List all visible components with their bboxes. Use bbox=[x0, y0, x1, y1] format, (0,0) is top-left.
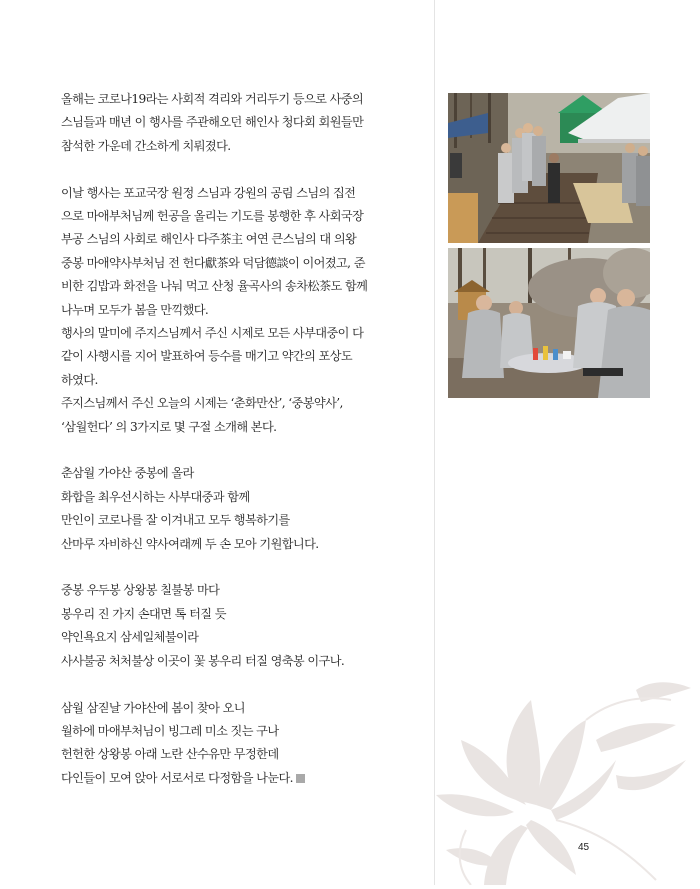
text-line: 비한 김밥과 화전을 나눠 먹고 산청 율곡사의 송차松茶도 함께 bbox=[61, 279, 368, 294]
text-line: 참석한 가운데 간소하게 치뤄졌다. bbox=[61, 138, 231, 153]
page-number: 45 bbox=[578, 842, 590, 853]
text-line: 이날 행사는 포교국장 원정 스님과 강원의 공림 스님의 집전 bbox=[61, 185, 356, 200]
poem-line: 화합을 최우선시하는 사부대중과 함께 bbox=[61, 489, 250, 504]
monks-picnic-photo bbox=[448, 248, 650, 398]
text-line: 부공 스님의 사회로 해인사 다주茶主 여연 큰스님의 대 의왕 bbox=[61, 232, 357, 247]
poem-stanza bbox=[61, 579, 396, 673]
poem-line: 삼월 삼짇날 가야산에 봄이 찾아 오니 bbox=[61, 700, 245, 715]
text-line: 중봉 마애약사부처님 전 헌다獻茶와 덕담德談이 이어졌고, 준 bbox=[61, 255, 365, 270]
article-paragraph bbox=[61, 182, 396, 439]
poem-line: 춘삼월 가야산 중봉에 올라 bbox=[61, 466, 194, 481]
poem-line: 만인이 코로나를 잘 이겨내고 모두 행복하기를 bbox=[61, 513, 290, 528]
end-mark-icon bbox=[296, 774, 305, 783]
text-line: 행사의 말미에 주지스님께서 주신 시제로 모든 사부대중이 다 bbox=[61, 326, 364, 341]
poem-line: 산마루 자비하신 약사여래께 두 손 모아 기원합니다. bbox=[61, 536, 319, 551]
text-line: 하였다. bbox=[61, 372, 98, 387]
poem-line bbox=[61, 767, 396, 790]
monks-ceremony-photo bbox=[448, 93, 650, 243]
lotus-ornament bbox=[436, 680, 700, 885]
text-line: 스님들과 매년 이 행사를 주관해오던 해인사 청다회 회원들만 bbox=[61, 115, 364, 130]
article-paragraph bbox=[61, 88, 396, 158]
column-divider bbox=[434, 0, 435, 885]
poem-line: 헌헌한 상왕봉 아래 노란 산수유만 무정한데 bbox=[61, 747, 279, 762]
text-line: 올해는 코로나19라는 사회적 격리와 거리두기 등으로 사중의 bbox=[61, 92, 364, 106]
poem-line: 사사불공 처처불상 이곳이 꽃 봉우리 터질 영축봉 이구나. bbox=[61, 653, 345, 668]
text-line: 나누며 모두가 봄을 만끽했다. bbox=[61, 302, 209, 317]
poem-line: 약인욕요지 삼세일체불이라 bbox=[61, 630, 199, 645]
poem-stanza bbox=[61, 462, 396, 556]
poem-line: 월하에 마애부처님이 빙그레 미소 짓는 구나 bbox=[61, 723, 279, 738]
article-body bbox=[61, 88, 396, 790]
text-line: 으로 마애부처님께 헌공을 올리는 기도를 봉행한 후 사회국장 bbox=[61, 209, 364, 224]
text-line: 같이 사행시를 지어 발표하여 등수를 매기고 약간의 포상도 bbox=[61, 349, 353, 364]
poem-stanza bbox=[61, 697, 396, 791]
text-line: 주지스님께서 주신 오늘의 시제는 ‘춘화만산’, ‘중봉약사’, bbox=[61, 396, 343, 411]
poem-line: 봉우리 진 가지 손대면 톡 터질 듯 bbox=[61, 606, 226, 621]
poem-line-text: 다인들이 모여 앉아 서로서로 다정함을 나눈다. bbox=[61, 770, 293, 785]
text-line: ‘삼월헌다’ 의 3가지로 몇 구절 소개해 본다. bbox=[61, 419, 277, 434]
poem-line: 중봉 우두봉 상왕봉 칠불봉 마다 bbox=[61, 583, 220, 598]
